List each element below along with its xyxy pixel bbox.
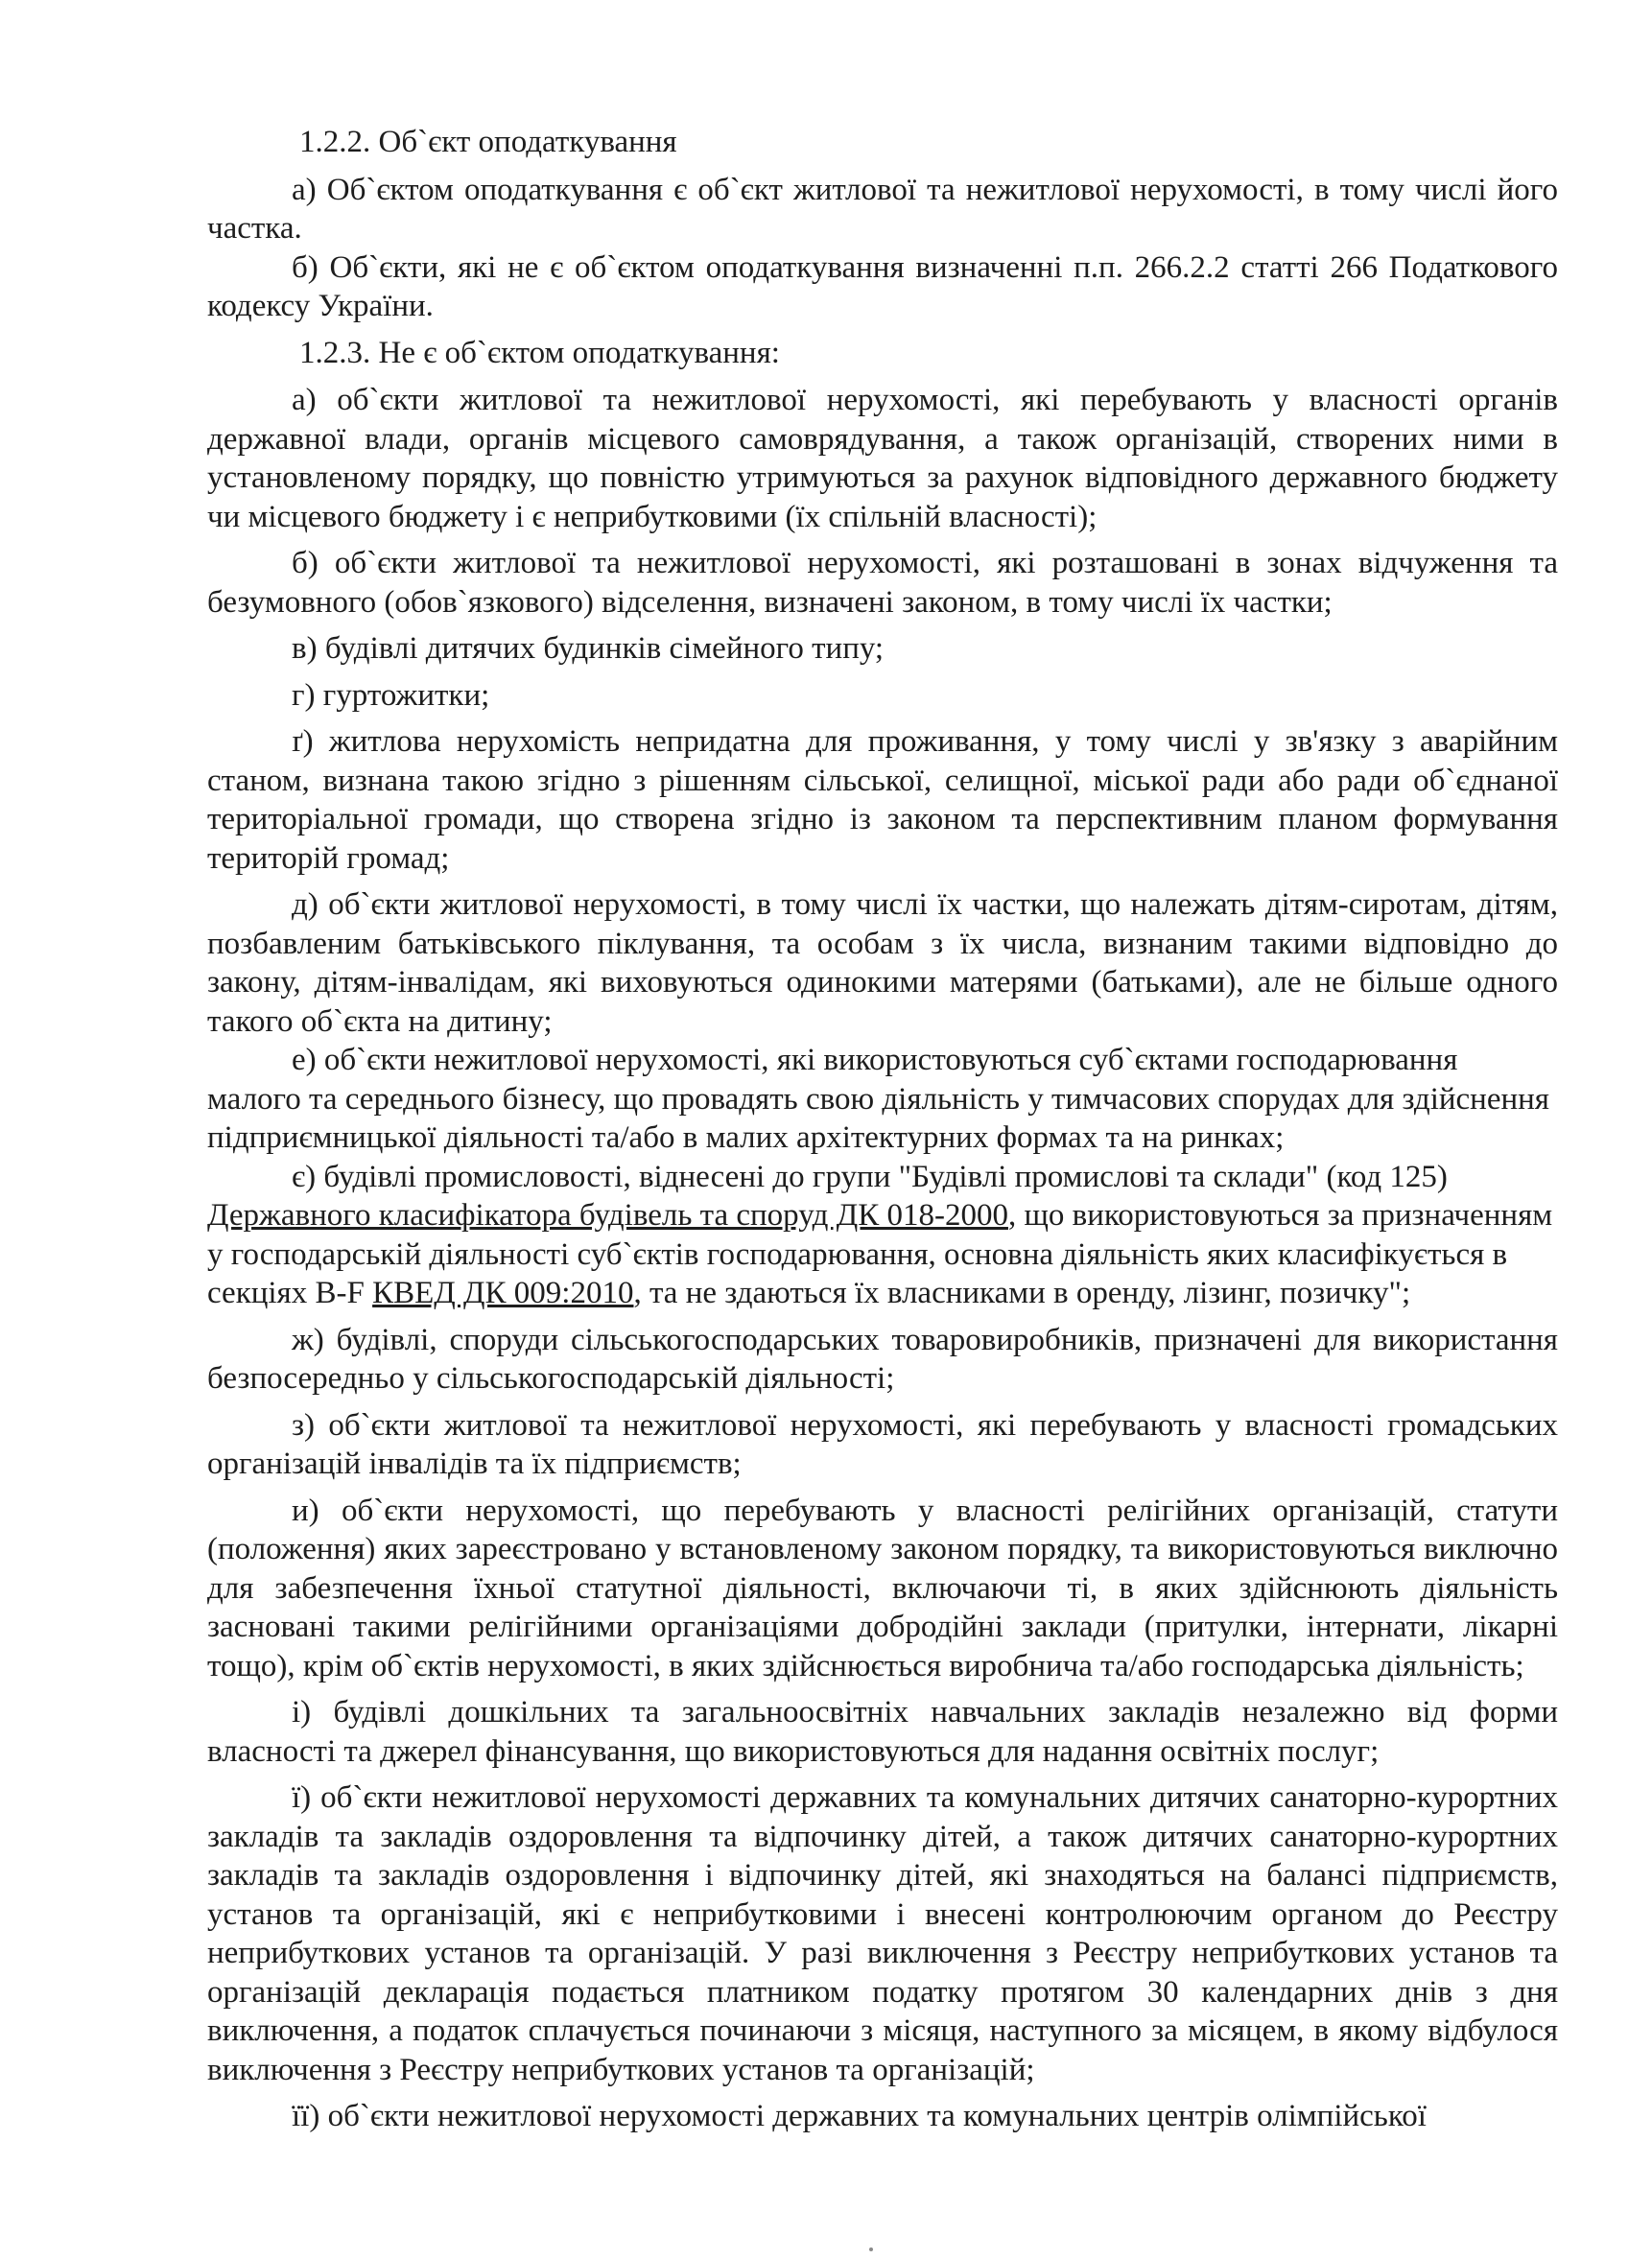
clause-1-2-2-b: б) Об`єкти, які не є об`єктом оподаткування визначенні п.п. 266.2.2 статті 266 Податкового кодексу України. <box>207 249 1558 323</box>
clause-1-2-3-ye <box>207 1158 1558 1313</box>
clause-1-2-3-b: б) об`єкти житлової та нежитлової нерухомості, які розташовані в зонах відчуження та безумовного (обов`язкового) відселення, визначені законом, в тому числі їх частки; <box>207 546 1558 620</box>
clause-1-2-3-z: з) об`єкти житлової та нежитлової нерухомості, які перебувають у власності громадських організацій інвалідів та їх підприємств; <box>207 1407 1558 1481</box>
clause-1-2-3-a: а) об`єкти житлової та нежитлової нерухомості, які перебувають у власності органів державної влади, органів місцевого самоврядування, а також організацій, створених ними в установленому порядку, що повністю утримуються за рахунок відповідного державного бюджету чи місцевого бюджету і є неприбутковими (їх спільній власності); <box>207 383 1558 534</box>
section-heading-1-2-3: 1.2.3. Не є об`єктом оподаткування: <box>299 335 780 370</box>
clause-1-2-2-a: а) Об`єктом оподаткування є об`єкт житлової та нежитлової нерухомості, в тому числі його частка. <box>207 172 1558 246</box>
clause-1-2-3-v: в) будівлі дитячих будинків сімейного типу; <box>292 631 885 666</box>
clause-1-2-3-g: ґ) житлова нерухомість непридатна для проживання, у тому числі у зв'язку з аварійним станом, визнана такою згідно з рішенням сільської, селищної, міської ради або ради об`єднаної територіальної громади, що створена згідно із законом та перспективним планом формування територій громад; <box>207 724 1558 876</box>
clause-1-2-3-e: е) об`єкти нежитлової нерухомості, які використовуються суб`єктами господарювання малого та середнього бізнесу, що провадять свою діяльність у тимчасових спорудах для здійснення підприємницької діяльності та/або в малих архітектурних формах та на ринках; <box>207 1043 1549 1155</box>
clause-1-2-3-yi2: її) об`єкти нежитлової нерухомості державних та комунальних центрів олімпійської <box>292 2099 1427 2133</box>
document-body <box>207 123 1558 2136</box>
scan-speck <box>869 2247 873 2251</box>
clause-1-2-3-y: и) об`єкти нерухомості, що перебувають у власності релігійних організацій, статути (положення) яких зареєстровано у встановленому законом порядку, та використовуються виключно для забезпечення їхньої статутної діяльності, включаючи ті, в яких здійснюють діяльність засновані такими релігійними організаціями добродійні заклади (притулки, інтернати, лікарні тощо), крім об`єктів нерухомості, в яких здійснюється виробнича та/або господарська діяльність; <box>207 1493 1558 1683</box>
clause-ye-text-end: , та не здаються їх власниками в оренду, лізинг, позичку"; <box>633 1276 1411 1310</box>
clause-1-2-3-yi: ї) об`єкти нежитлової нерухомості державних та комунальних дитячих санаторно-курортних закладів та закладів оздоровлення та відпочинку дітей, а також дитячих санаторно-курортних закладів та закладів оздоровлення і відпочинку дітей, які знаходяться на балансі підприємств, установ та організацій, які є неприбутковими і внесені контролюючим органом до Реєстру неприбуткових установ та організацій. У разі виключення з Реєстру неприбуткових установ та організацій декларація подається платником податку протягом 30 календарних днів з дня виключення, а податок сплачується починаючи з місяця, наступного за місяцем, в якому відбулося виключення з Реєстру неприбуткових установ та організацій; <box>207 1780 1558 2087</box>
section-heading-1-2-2: 1.2.2. Об`єкт оподаткування <box>299 125 677 159</box>
clause-ye-text-start: є) будівлі промисловості, віднесені до групи "Будівлі промислові та склади" (код 125) <box>292 1159 1448 1194</box>
clause-1-2-3-h: г) гуртожитки; <box>292 677 490 713</box>
clause-1-2-3-d: д) об`єкти житлової нерухомості, в тому числі їх частки, що належать дітям-сиротам, дітям, позбавленим батьківського піклування, та особам з їх числа, визнаним такими відповідно до закону, дітям-інвалідам, які виховуються одинокими матерями (батьками), але не більше одного такого об`єкта на дитину; <box>207 887 1558 1039</box>
clause-ye-text-middle: , що використовуються за призначенням у господарській діяльності суб`єктів господарювання, основна діяльність яких класифікується в секціях B-F <box>207 1198 1553 1310</box>
classifier-dk-018-2000-link[interactable]: Державного класифікатора будівель та споруд ДК 018-2000 <box>207 1198 1008 1233</box>
clause-1-2-3-i: і) будівлі дошкільних та загальноосвітніх навчальних закладів незалежно від форми власності та джерел фінансування, що використовуються для надання освітніх послуг; <box>207 1695 1558 1769</box>
kved-dk-009-2010-link[interactable]: КВЕД ДК 009:2010 <box>372 1276 634 1310</box>
clause-1-2-3-zh: ж) будівлі, споруди сільськогосподарських товаровиробників, призначені для використання безпосередньо у сільськогосподарській діяльності; <box>207 1322 1558 1396</box>
